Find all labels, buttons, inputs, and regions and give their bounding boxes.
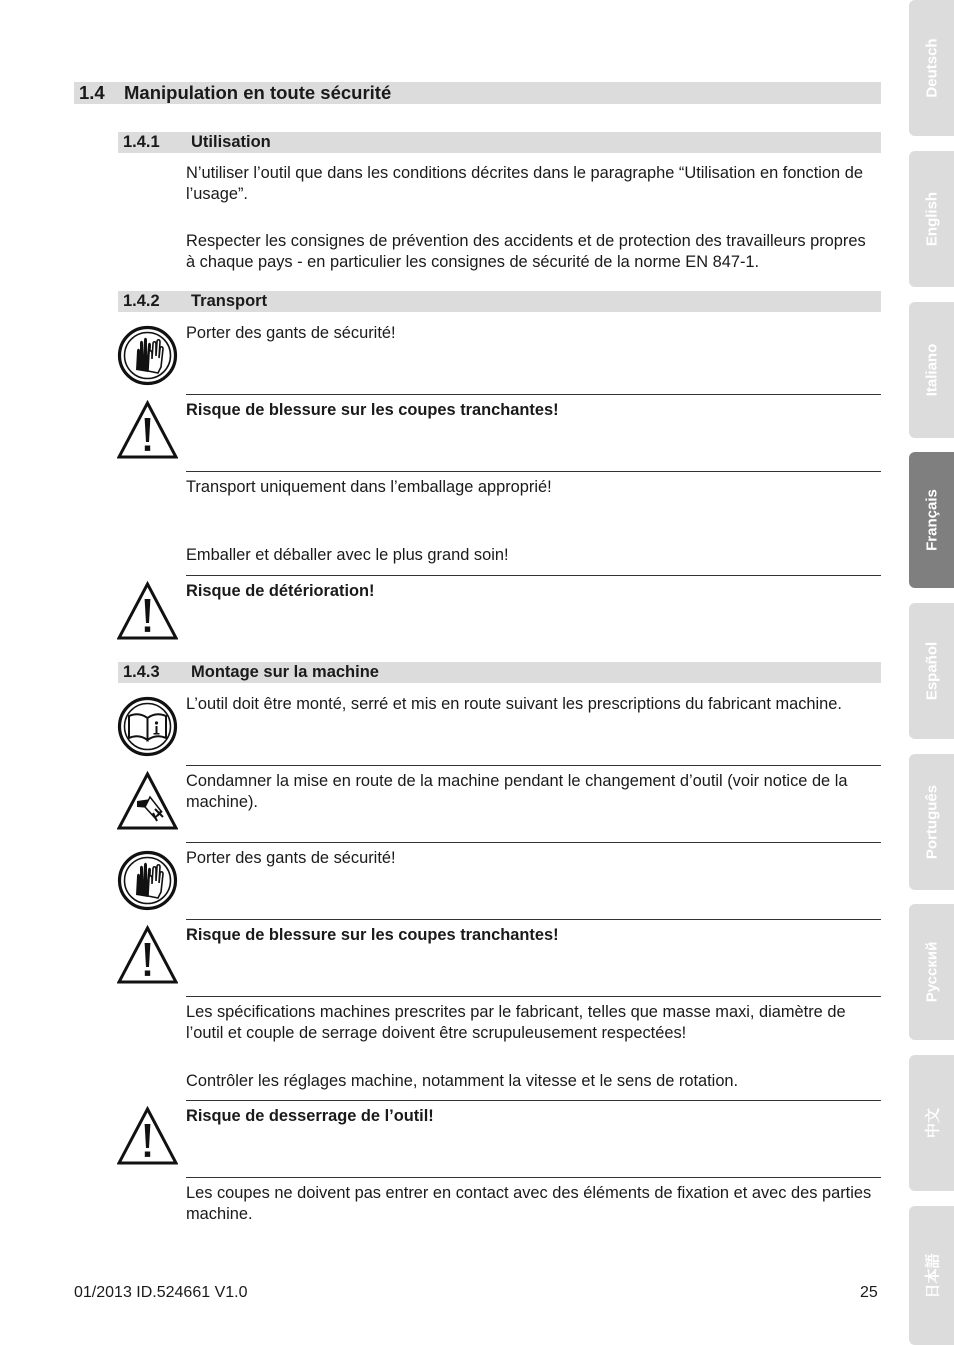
subsection-heading-utilisation bbox=[118, 132, 881, 153]
tab-label: Français bbox=[923, 489, 940, 551]
text-machine-specs: Les spécifications machines prescrites par le fabricant, telles que masse maxi, diamètre de l’outil et couple de serrage doivent être scrupuleusement respectées! bbox=[186, 1003, 846, 1042]
divider bbox=[186, 1177, 881, 1178]
divider bbox=[186, 394, 881, 395]
subsection-title: Utilisation bbox=[191, 133, 271, 151]
text-wear-gloves: Porter des gants de sécurité! bbox=[186, 324, 396, 342]
read-manual-icon bbox=[117, 696, 178, 757]
divider bbox=[186, 996, 881, 997]
text-transport-packaging: Transport uniquement dans l’emballage approprié! bbox=[186, 478, 552, 496]
text-check-settings: Contrôler les réglages machine, notamment la vitesse et le sens de rotation. bbox=[186, 1072, 739, 1090]
section-number: 1.4 bbox=[79, 82, 105, 103]
language-tab-japanese[interactable] bbox=[909, 1206, 954, 1345]
page-number: 25 bbox=[860, 1284, 878, 1301]
language-tab-italiano[interactable] bbox=[909, 302, 954, 438]
language-tab-portugues[interactable] bbox=[909, 754, 954, 890]
paragraph-usage: N’utiliser l’outil que dans les conditions décrites dans le paragraphe “Utilisation en fonction de l’usage”. bbox=[186, 164, 863, 203]
divider bbox=[186, 1100, 881, 1101]
tab-label: Русский bbox=[923, 941, 940, 1003]
text-cut-risk: Risque de blessure sur les coupes tranchantes! bbox=[186, 926, 559, 944]
subsection-heading-transport bbox=[118, 291, 881, 312]
divider bbox=[186, 842, 881, 843]
footer-document-id: 01/2013 ID.524661 V1.0 bbox=[74, 1284, 248, 1301]
text-no-contact: Les coupes ne doivent pas entrer en contact avec des éléments de fixation et avec des parties machine. bbox=[186, 1184, 872, 1223]
subsection-number: 1.4.3 bbox=[123, 663, 160, 681]
tab-label: Italiano bbox=[923, 343, 940, 397]
language-tab-espanol[interactable] bbox=[909, 603, 954, 739]
subsection-title: Montage sur la machine bbox=[191, 663, 379, 681]
text-cut-risk: Risque de blessure sur les coupes tranchantes! bbox=[186, 401, 559, 419]
language-tab-russian[interactable] bbox=[909, 904, 954, 1040]
language-tab-deutsch[interactable] bbox=[909, 0, 954, 136]
divider bbox=[186, 765, 881, 766]
hand-crush-warning-icon bbox=[117, 771, 178, 832]
section-title: Manipulation en toute sécurité bbox=[124, 82, 392, 103]
paragraph-accident-prevention: Respecter les consignes de prévention des accidents et de protection des travailleurs propres à chaque pays - en particulier les consignes de sécurité de la norme EN 847-1. bbox=[186, 232, 866, 271]
tab-label: 中文 bbox=[924, 1107, 941, 1139]
gloves-icon bbox=[117, 850, 178, 911]
tab-label: 日本語 bbox=[924, 1252, 941, 1299]
text-loosening-risk: Risque de desserrage de l’outil! bbox=[186, 1107, 434, 1125]
warning-icon bbox=[117, 581, 178, 642]
divider bbox=[186, 575, 881, 576]
subsection-title: Transport bbox=[191, 292, 268, 310]
text-pack-care: Emballer et déballer avec le plus grand soin! bbox=[186, 546, 509, 564]
tab-label: Deutsch bbox=[923, 38, 940, 98]
warning-icon bbox=[117, 400, 178, 461]
text-wear-gloves: Porter des gants de sécurité! bbox=[186, 849, 396, 867]
subsection-heading-mounting bbox=[118, 662, 881, 683]
text-lockout: Condamner la mise en route de la machine pendant le changement d’outil (voir notice de la machine). bbox=[186, 772, 848, 811]
warning-icon bbox=[117, 1106, 178, 1167]
language-tab-francais[interactable] bbox=[909, 452, 954, 588]
language-tab-english[interactable] bbox=[909, 151, 954, 287]
tab-label: Español bbox=[923, 641, 940, 701]
divider bbox=[186, 471, 881, 472]
text-mounting-instructions: L’outil doit être monté, serré et mis en route suivant les prescriptions du fabricant machine. bbox=[186, 695, 842, 713]
language-tab-chinese[interactable] bbox=[909, 1055, 954, 1191]
text-damage-risk: Risque de détérioration! bbox=[186, 582, 375, 600]
gloves-icon bbox=[117, 325, 178, 386]
tab-label: Português bbox=[923, 784, 940, 860]
section-heading bbox=[74, 82, 881, 104]
tab-label: English bbox=[923, 191, 940, 247]
subsection-number: 1.4.2 bbox=[123, 292, 160, 310]
subsection-number: 1.4.1 bbox=[123, 133, 160, 151]
warning-icon bbox=[117, 925, 178, 986]
divider bbox=[186, 919, 881, 920]
